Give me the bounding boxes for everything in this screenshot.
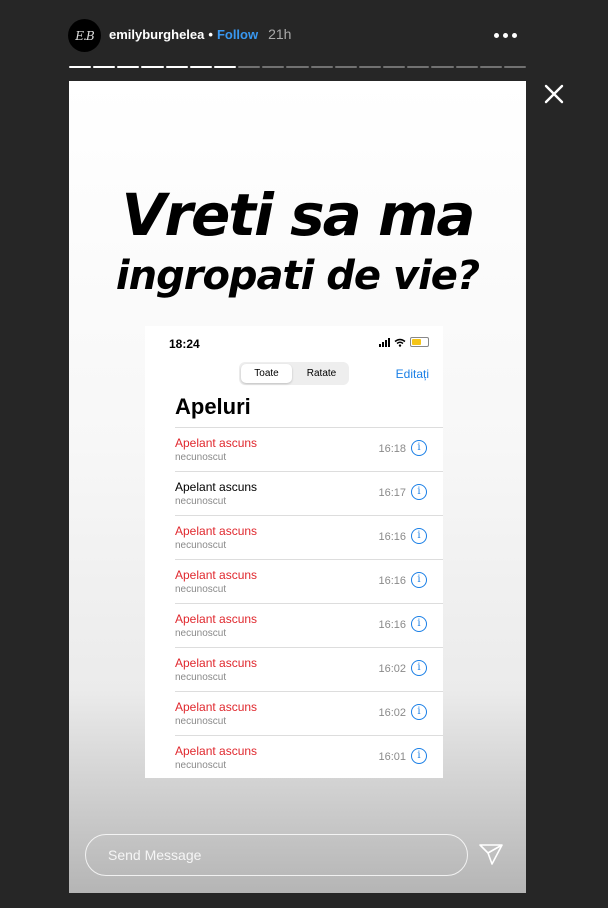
caller-name: Apelant ascuns: [175, 744, 258, 758]
call-row: [175, 516, 443, 560]
call-type: necunoscut: [175, 452, 227, 463]
progress-segment: [214, 66, 236, 68]
caller-name: Apelant ascuns: [175, 612, 258, 626]
info-circle-icon: i: [411, 704, 427, 720]
info-circle-icon: i: [411, 616, 427, 632]
progress-segment: [407, 66, 429, 68]
progress-segment: [286, 66, 308, 68]
call-time: 16:17: [378, 487, 406, 499]
avatar[interactable]: [68, 19, 101, 52]
info-circle-icon: i: [411, 528, 427, 544]
caller-name: Apelant ascuns: [175, 436, 258, 450]
send-message-field[interactable]: [85, 834, 468, 876]
call-type: necunoscut: [175, 672, 227, 683]
story-header: [109, 26, 291, 42]
story-progress-bar: [69, 66, 526, 69]
post-time: 21h: [268, 26, 292, 42]
tab-all-calls: Toate: [241, 364, 292, 383]
info-circle-icon: i: [411, 748, 427, 764]
phone-screenshot: [145, 326, 443, 778]
more-options-icon[interactable]: [494, 30, 520, 40]
call-type: necunoscut: [175, 760, 227, 771]
calls-title: Apeluri: [175, 394, 251, 419]
send-message-input[interactable]: [106, 846, 440, 864]
separator-dot: •: [208, 27, 213, 42]
call-row: [175, 648, 443, 692]
call-row: [175, 692, 443, 736]
close-icon[interactable]: [542, 82, 566, 106]
story-content[interactable]: [69, 81, 526, 893]
call-type: necunoscut: [175, 584, 227, 595]
username-link[interactable]: emilyburghelea: [109, 27, 205, 42]
progress-segment: [431, 66, 453, 68]
progress-segment: [456, 66, 478, 68]
caller-name: Apelant ascuns: [175, 700, 258, 714]
caller-name: Apelant ascuns: [175, 524, 258, 538]
tab-missed-calls: Ratate: [306, 368, 337, 379]
progress-segment: [480, 66, 502, 68]
avatar-monogram: E.B: [75, 28, 94, 43]
progress-segment: [383, 66, 405, 68]
call-row: [175, 560, 443, 604]
call-type: necunoscut: [175, 496, 227, 507]
info-circle-icon: i: [411, 660, 427, 676]
progress-segment: [166, 66, 188, 68]
caller-name: Apelant ascuns: [175, 480, 258, 494]
call-type: necunoscut: [175, 540, 227, 551]
call-time: 16:02: [378, 707, 406, 719]
story-headline-line-2: ingropati de vie?: [115, 253, 480, 299]
call-row: [175, 736, 443, 778]
story-headline-line-1: Vreti sa ma: [121, 181, 474, 249]
progress-segment: [359, 66, 381, 68]
call-time: 16:01: [378, 751, 406, 763]
call-row: [175, 427, 443, 472]
follow-button[interactable]: Follow: [216, 27, 259, 42]
phone-clock: 18:24: [169, 337, 200, 351]
call-time: 16:16: [378, 575, 406, 587]
progress-segment: [262, 66, 284, 68]
phone-status-icons: [379, 337, 429, 347]
info-circle-icon: i: [411, 572, 427, 588]
progress-segment: [69, 66, 91, 68]
call-row: [175, 604, 443, 648]
call-row: [175, 472, 443, 516]
progress-segment: [141, 66, 163, 68]
progress-segment: [504, 66, 526, 68]
calls-filter-segmented-control: [239, 362, 349, 385]
battery-icon: [410, 337, 429, 347]
paper-plane-icon[interactable]: [478, 841, 504, 867]
call-time: 16:18: [378, 443, 406, 455]
wifi-icon: [394, 338, 406, 347]
caller-name: Apelant ascuns: [175, 656, 258, 670]
cellular-signal-icon: [379, 338, 390, 347]
call-time: 16:16: [378, 619, 406, 631]
call-type: necunoscut: [175, 716, 227, 727]
calls-list: [175, 427, 443, 778]
progress-segment: [335, 66, 357, 68]
call-time: 16:02: [378, 663, 406, 675]
progress-segment: [93, 66, 115, 68]
info-circle-icon: i: [411, 440, 427, 456]
info-circle-icon: i: [411, 484, 427, 500]
edit-link: Editați: [395, 367, 429, 381]
progress-segment: [311, 66, 333, 68]
progress-segment: [238, 66, 260, 68]
progress-segment: [190, 66, 212, 68]
caller-name: Apelant ascuns: [175, 568, 258, 582]
call-time: 16:16: [378, 531, 406, 543]
progress-segment: [117, 66, 139, 68]
call-type: necunoscut: [175, 628, 227, 639]
